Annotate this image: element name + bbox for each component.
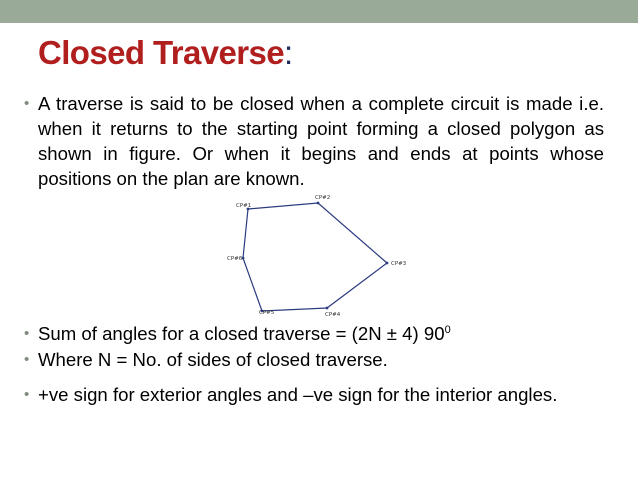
bullet-sign-convention — [24, 382, 604, 407]
bullet-text: A traverse is said to be closed when a complete circuit is made i.e. when it returns to the starting point forming a closed polygon as shown in figure. Or when it begins and ends at points whose positions on the plan are known. — [38, 93, 604, 189]
bullet-sum-of-angles — [24, 321, 604, 346]
title-text: Closed Traverse — [38, 34, 284, 71]
title-colon: : — [283, 34, 293, 71]
traverse-polygon — [243, 203, 387, 311]
station-label-cp6: CP#6 — [227, 256, 243, 262]
bullet-marker: • — [24, 95, 30, 112]
station-label-cp4: CP#4 — [325, 312, 341, 318]
bullet-marker: • — [24, 386, 30, 403]
station-label-cp2: CP#2 — [315, 195, 331, 201]
station-label-cp1: CP#1 — [236, 203, 252, 209]
bullet-text: Sum of angles for a closed traverse = (2N ± 4) 90 — [38, 323, 445, 344]
degree-superscript: 0 — [444, 324, 451, 336]
bullet-text: Where N = No. of sides of closed traverse. — [38, 349, 388, 370]
bullet-marker: • — [24, 325, 30, 342]
bullet-text-wrap — [38, 321, 451, 346]
station-point — [326, 307, 329, 310]
station-point — [386, 262, 389, 265]
station-point — [317, 202, 320, 205]
bullet-text: +ve sign for exterior angles and –ve sign for the interior angles. — [38, 384, 558, 405]
station-label-cp5: CP#5 — [259, 310, 275, 316]
bullet-marker: • — [24, 351, 30, 368]
station-label-cp3: CP#3 — [391, 261, 407, 267]
bullet-where-n — [24, 347, 604, 372]
